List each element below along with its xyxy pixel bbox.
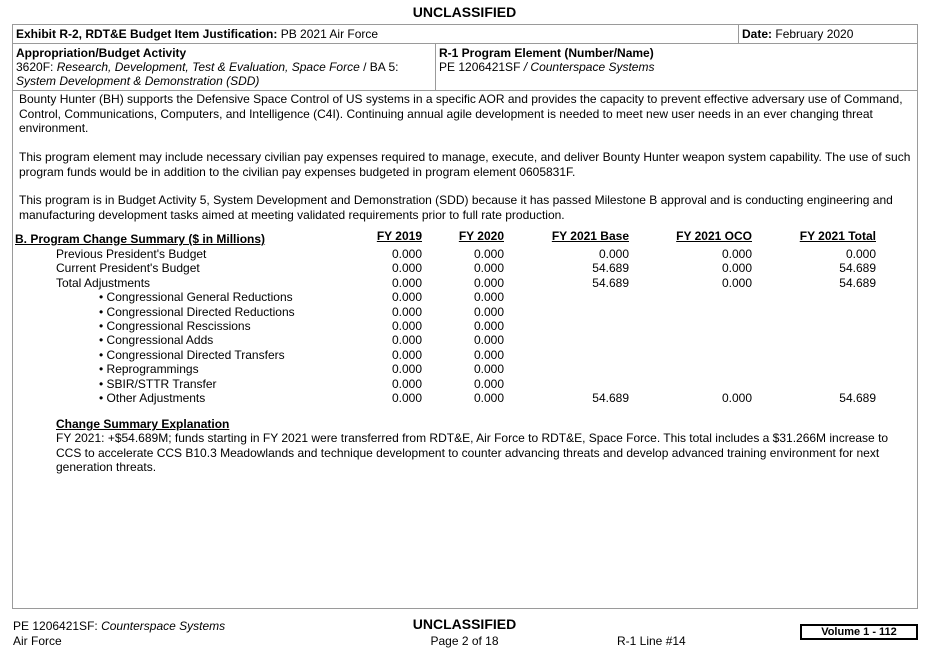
col-header-fy2020: FY 2020 — [458, 229, 504, 243]
summary-row-label: Current President's Budget — [56, 261, 200, 276]
summary-row-value: 0.000 — [391, 319, 422, 333]
summary-row-value: 54.689 — [592, 275, 629, 290]
summary-title: B. Program Change Summary ($ in Millions) — [15, 232, 266, 246]
summary-row-value: 54.689 — [839, 391, 876, 405]
summary-row-value: 0.000 — [473, 347, 504, 362]
summary-row-label: • Congressional Adds — [99, 333, 214, 348]
summary-row-label: Previous President's Budget — [56, 247, 207, 261]
summary-row-value: 0.000 — [391, 347, 422, 362]
summary-row-value: 0.000 — [391, 275, 422, 290]
summary-row-value: 54.689 — [839, 275, 876, 290]
summary-row-value: 0.000 — [598, 247, 629, 261]
exhibit-label: Exhibit R-2 — [16, 27, 79, 41]
summary-row-label: Total Adjustments — [56, 275, 151, 290]
appropriation-label: Appropriation/Budget Activity — [16, 46, 187, 60]
summary-row-value: 0.000 — [473, 333, 504, 348]
summary-row-label: • Reprogrammings — [99, 362, 199, 377]
summary-row-label: • Other Adjustments — [99, 391, 206, 405]
col-header-fy2021-total: FY 2021 Total — [799, 229, 876, 243]
appropriation-code: 3620F: — [16, 60, 54, 74]
summary-row-label: • Congressional Rescissions — [99, 319, 251, 333]
summary-row-value: 0.000 — [473, 290, 504, 305]
footer-pe-name: Counterspace Systems — [101, 619, 226, 633]
appropriation-activity: System Development & Demonstration (SDD) — [16, 74, 260, 88]
appropriation-ba: / BA 5: — [363, 60, 399, 74]
footer-pe-number: PE 1206421SF: — [13, 619, 98, 633]
description-paragraph-1: Bounty Hunter (BH) supports the Defensive Space Control of US systems in a specific AOR and provides the capacity to prevent effective adversary use of Command, Control, Communications, Computers, and Intelligence (C4I). Continuing annual agile development is needed to meet new user needs in an ever changing threat environment. — [19, 92, 903, 135]
footer-org: Air Force — [13, 634, 62, 648]
date-divider — [738, 25, 739, 43]
summary-row-value: 0.000 — [721, 247, 752, 261]
summary-row-value: 0.000 — [473, 247, 504, 261]
summary-row-value: 0.000 — [391, 391, 422, 405]
description-paragraph-3: This program is in Budget Activity 5, System Development and Demonstration (SDD) because it has passed Milestone B approval and is conducting engineering and manufacturing development tasks aimed at meeting validated requirements prior to full rate production. — [19, 193, 893, 222]
summary-row-label: • Congressional General Reductions — [99, 290, 293, 305]
exhibit-rest: , RDT&E Budget Item Justification: — [78, 27, 278, 41]
summary-row-value: 0.000 — [473, 304, 504, 319]
summary-row-value: 0.000 — [391, 261, 422, 276]
classification-banner-bottom: UNCLASSIFIED — [412, 616, 517, 632]
summary-row-value: 0.000 — [473, 362, 504, 377]
summary-row-label: • Congressional Directed Transfers — [99, 347, 285, 362]
description-paragraph-2: This program element may include necessary civilian pay expenses required to manage, execute, and deliver Bounty Hunter weapon system capability. The use of such program funds would be in addition to the civilian pay expenses budgeted in program element 0605831F. — [19, 150, 911, 179]
col-header-fy2019: FY 2019 — [376, 229, 422, 243]
program-element-name: / Counterspace Systems — [523, 60, 655, 74]
footer-r1-line: R-1 Line #14 — [617, 634, 686, 648]
summary-row-value: 0.000 — [473, 261, 504, 276]
program-element-cell — [439, 46, 909, 74]
footer-volume-box: Volume 1 - 112 — [800, 624, 918, 640]
summary-row-value: 54.689 — [592, 391, 629, 405]
change-summary-explanation: FY 2021: +$54.689M; funds starting in FY 2021 were transferred from RDT&E, Air Force to RDT&E, Space Force. This total includes a $31.266M increase to CCS to accelerate CCS B10.3 Meadowlands and technique development to counter advancing threats and develop advanced training environment for next generation threats. — [56, 431, 889, 474]
date-value: February 2020 — [775, 27, 854, 41]
appropriation-cell — [16, 46, 431, 88]
change-summary-explanation-title: Change Summary Explanation — [56, 417, 230, 431]
summary-row-value: 0.000 — [721, 391, 752, 405]
summary-row-value: 0.000 — [473, 319, 504, 333]
classification-banner-top: UNCLASSIFIED — [412, 4, 517, 20]
summary-row-value: 0.000 — [721, 261, 752, 276]
summary-row-label: • SBIR/STTR Transfer — [99, 376, 217, 391]
appropriation-name: Research, Development, Test & Evaluation, Space Force — [56, 60, 360, 74]
summary-row-value: 0.000 — [391, 362, 422, 377]
summary-row-value: 0.000 — [473, 275, 504, 290]
footer-page-number: Page 2 of 18 — [430, 634, 499, 648]
program-element-label: R-1 Program Element (Number/Name) — [439, 46, 654, 60]
summary-row-value: 0.000 — [473, 376, 504, 391]
exhibit-value: PB 2021 Air Force — [280, 27, 379, 41]
header-divider-2 — [13, 90, 917, 91]
program-element-number: PE 1206421SF — [439, 60, 521, 74]
exhibit-title — [16, 27, 378, 41]
summary-row-value: 54.689 — [592, 261, 629, 276]
summary-row-value: 0.000 — [845, 247, 876, 261]
summary-row-value: 0.000 — [391, 304, 422, 319]
date-label: Date: — [742, 27, 773, 41]
summary-row-label: • Congressional Directed Reductions — [99, 304, 295, 319]
header-divider-1 — [13, 43, 917, 44]
col-header-fy2021-oco: FY 2021 OCO — [676, 229, 752, 243]
date-cell — [742, 27, 853, 41]
pe-divider — [435, 43, 436, 90]
summary-row-value: 0.000 — [391, 333, 422, 348]
summary-row-value: 0.000 — [391, 290, 422, 305]
summary-row-value: 0.000 — [721, 275, 752, 290]
summary-row-value: 0.000 — [473, 391, 504, 405]
summary-row-value: 54.689 — [839, 261, 876, 276]
summary-row-value: 0.000 — [391, 376, 422, 391]
col-header-fy2021-base: FY 2021 Base — [551, 229, 629, 243]
summary-row-value: 0.000 — [391, 247, 422, 261]
